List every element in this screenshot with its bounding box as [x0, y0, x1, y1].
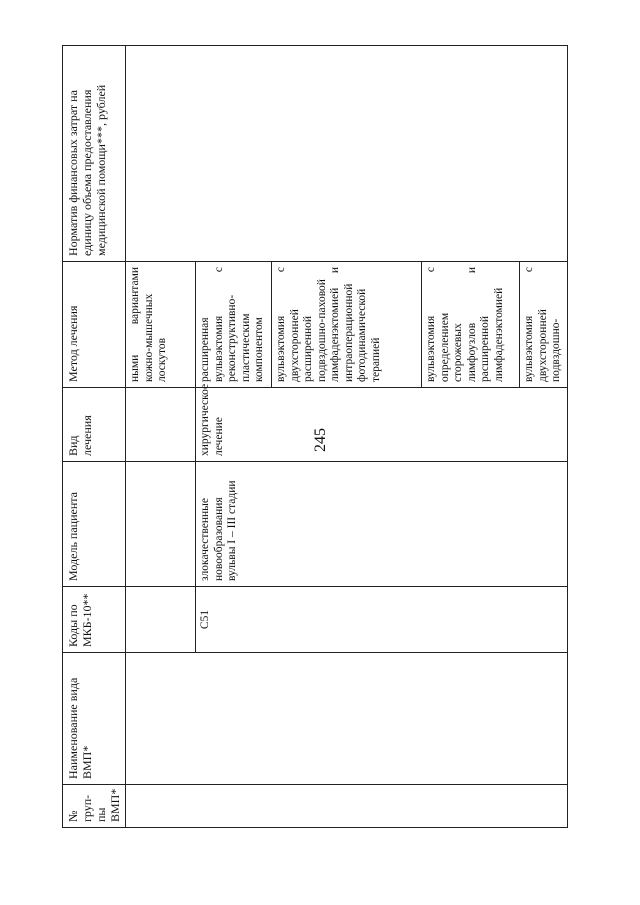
header-codes: Коды по МКБ-10**: [63, 587, 126, 653]
cell-model: злокачественные новообразования вульвы I – III стадии: [196, 462, 568, 587]
page-number: 245: [312, 428, 329, 452]
table-row: [126, 46, 196, 828]
header-treatment: Вид лечения: [63, 388, 126, 462]
document-sheet: [62, 46, 566, 828]
cell-method: вульвэктомия с двухсторонней подвздошно-: [520, 262, 568, 388]
cell-treatment: хирургическое лечение: [196, 388, 568, 462]
header-group: № груп-пы ВМП*: [63, 785, 126, 828]
header-name: Наименование вида ВМП*: [63, 653, 126, 785]
cell-codes: [126, 587, 196, 653]
table-header-row: [63, 46, 126, 828]
vmp-table: [62, 45, 568, 828]
cell-model: [126, 462, 196, 587]
header-method: Метод лечения: [63, 262, 126, 388]
cell-group: [126, 785, 568, 828]
cell-method: вульвэктомия с определением сторожевых лимфоузлов и расширенной лимфаденэктомией: [422, 262, 520, 388]
header-norm: Норматив финансовых затрат на единицу объема предоставления медицинской помощи***, рублей: [63, 46, 126, 262]
cell-method: вульвэктомия с двухсторонней расширенной подвздошно-паховой лимфаденэктомией и интраоперационной фотодинамической терапией: [272, 262, 422, 388]
cell-codes: C51: [196, 587, 568, 653]
cell-treatment: [126, 388, 196, 462]
cell-method: ными вариантами кожно-мышечных лоскутов: [126, 262, 196, 388]
cell-norm: [126, 46, 568, 262]
cell-method: расширенная вульвэктомия с реконструктивно-пластическим компонентом: [196, 262, 272, 388]
cell-name: [126, 653, 568, 785]
header-model: Модель пациента: [63, 462, 126, 587]
